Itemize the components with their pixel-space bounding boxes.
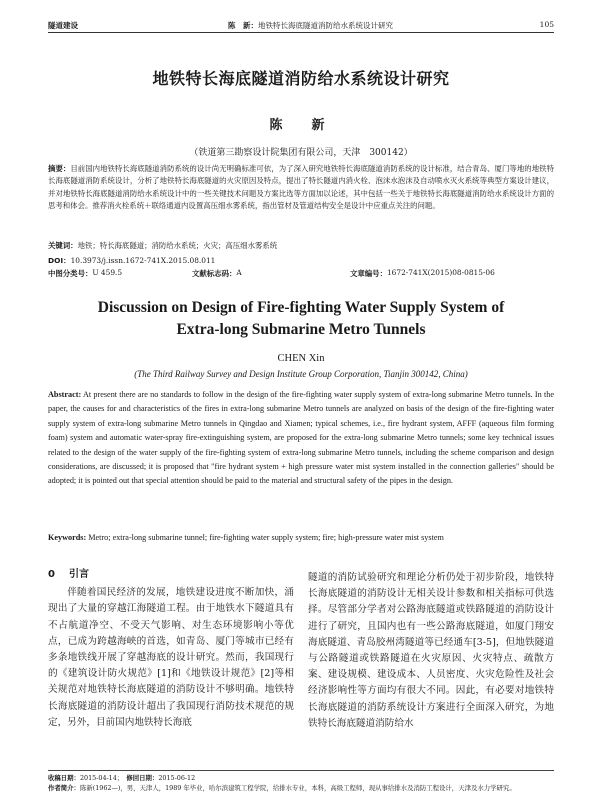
english-abstract-label: Abstract: <box>48 390 82 399</box>
journal-name: 隧道建设 <box>48 21 78 30</box>
clc-value: U 459.5 <box>92 268 123 277</box>
chinese-keywords-label: 关键词： <box>48 241 78 250</box>
chinese-keywords <box>48 240 554 251</box>
header-author: 陈 新： <box>228 21 258 30</box>
english-affiliation: (The Third Railway Survey and Design Institute Group Corporation, Tianjin 300142, China) <box>134 369 468 379</box>
english-author: CHEN Xin <box>277 353 325 364</box>
running-title <box>228 20 393 31</box>
running-header <box>48 18 554 33</box>
paper-page <box>48 0 554 792</box>
header-title: 地铁特长海底隧道消防给水系统设计研究 <box>258 21 393 30</box>
english-title-line-2: Extra-long Submarine Metro Tunnels <box>176 321 426 338</box>
page-number: 105 <box>539 20 554 29</box>
author-bio-label: 作者简介： <box>48 784 80 792</box>
chinese-title: 地铁特长海底隧道消防给水系统设计研究 <box>152 69 450 88</box>
section-number: 0 <box>48 569 55 580</box>
english-title-line-1: Discussion on Design of Fire-fighting Water Supply System of <box>97 299 505 316</box>
article-value: 1672-741X(2015)08-0815-06 <box>386 268 495 277</box>
document-code <box>192 268 242 279</box>
revised-date: 2015-06-12 <box>158 774 196 782</box>
section-heading <box>48 567 294 583</box>
chinese-keywords-text: 地铁；特长海底隧道；消防给水系统；火灾；高压细水雾系统 <box>77 241 278 250</box>
chinese-author: 陈 新 <box>269 118 333 133</box>
doc-value: A <box>236 268 242 277</box>
doi-label: DOI： <box>48 256 71 265</box>
english-keywords <box>48 533 554 542</box>
article-label: 文章编号： <box>350 269 387 278</box>
english-keywords-text: Metro; extra-long submarine tunnel; fire-fighting water supply system; fire; high-pressure water mist system <box>86 533 444 542</box>
dates-line <box>48 773 554 783</box>
footnote <box>48 770 554 793</box>
doi-value: 10.3973/j.issn.1672-741X.2015.08.011 <box>70 256 216 265</box>
received-date: 2015-04-14； <box>79 774 120 782</box>
chinese-abstract <box>48 163 554 213</box>
doc-label: 文献标志码： <box>192 269 237 278</box>
author-bio-text: 陈新(1962—)，男，天津人，1989 年毕业，哈尔滨建筑工程学院，给排水专业，本科，高级工程师，现从事给排水及消防工程设计，天津及水力学研究。 <box>79 784 516 792</box>
english-abstract-text: At present there are no standards to follow in the design of the fire-fighting water supply system of extra-long submarine Metro tunnels. In the paper, the causes for and characteristics of the fires in extra-long submarine Metro tunnels are analyzed on basis of the design of the fire-fighting water supply system of extra-long submarine Metro tunnels in Qingdao and Xiamen; typical schemes, i.e., fire hydrant system, AFFF (aqueous film forming foam) system and automatic water-spray fire-extinguishing system, are proposed for the extra-long submarine Metro tunnels; some key technical issues related to the design of the water supply of the fire-fighting system of extra-long submarine Metro tunnels, including the scheme comparison and design considerations, are discussed; it is proposed that "fire hydrant system + high pressure water mist system installed in the connection galleries" should be adopted; it is pointed out that special attention should be paid to the material and structural safety of the pipes in the design. <box>48 390 554 486</box>
article-number <box>350 268 495 279</box>
chinese-abstract-label: 摘要： <box>48 164 71 173</box>
doi <box>48 255 554 266</box>
received-label: 收稿日期： <box>48 774 80 782</box>
intro-paragraph-right: 隧道的消防试验研究和理论分析仍处于初步阶段，地铁特长海底隧道的消防设计无相关设计参数和相关指标可供选择。尽管部分学者对公路海底隧道或铁路隧道的消防设计进行了研究，且国内也有一些公路海底隧道，如厦门翔安海底隧道、青岛胶州湾隧道等已经通车[3-5]，但地铁隧道与公路隧道或铁路隧道在火灾原因、火灾特点、疏散方案、建设规模、建设成本、人员密度、火灾危险性及社会经济影响性等方面均有很大不同。因此，有必要对地铁特长海底隧道的消防系统设计方案进行全面深入研究，为地铁特长海底隧道消防给水 <box>308 572 554 729</box>
section-title: 引言 <box>68 569 89 580</box>
revised-label: 修回日期： <box>126 774 159 782</box>
body-column-left <box>48 567 294 731</box>
english-abstract <box>48 388 554 489</box>
chinese-abstract-text: 目前国内地铁特长海底隧道消防系统的设计尚无明确标准可依，为了深入研究地铁特长海底隧道消防系统的设计标准，结合青岛、厦门等地的地铁特长海底隧道消防系统设计，分析了地铁特长海底隧道的火灾原因及特点，提出了特长隧道内消火栓、泡沫水泡沫及自动喷水灭火系统等典型方案设计建议，并对地铁特长海底隧道消防给水系统设计中的一些关键技术问题及方案比选等方面加以论述，其中包括一些关于地铁特长海底隧道消防给水系统设计方面的思考和体会。推荐消火栓系统＋联络通道内设置高压细水雾系统，指出管材及管道结构安全是设计中应重点关注的问题。 <box>48 164 554 211</box>
body-column-right <box>308 570 554 732</box>
english-keywords-label: Keywords: <box>48 533 87 542</box>
clc-number <box>48 268 123 279</box>
clc-label: 中图分类号： <box>48 269 93 278</box>
classification-line <box>48 268 554 280</box>
intro-paragraph-left: 伴随着国民经济的发展，地铁建设进度不断加快，涌现出了大量的穿越江海隧道工程。由于地铁水下隧道具有不占航道净空、不受天气影响、对生态环境影响小等优点，已成为跨越海峡的首选，如青岛、厦门等城市已经有多条地铁线开展了穿越海底的设计研究。然而，我国现行的《建筑设计防火规范》[1]和《地铁设计规范》[2]等相关规范对地铁特长海底隧道的消防设计不够明确。地铁特长海底隧道的消防设计超出了我国现行消防技术规范的规定，另外，目前国内地铁特长海底 <box>48 587 294 728</box>
english-title <box>48 297 554 341</box>
chinese-affiliation: （铁道第三勘察设计院集团有限公司，天津 300142） <box>189 148 413 158</box>
